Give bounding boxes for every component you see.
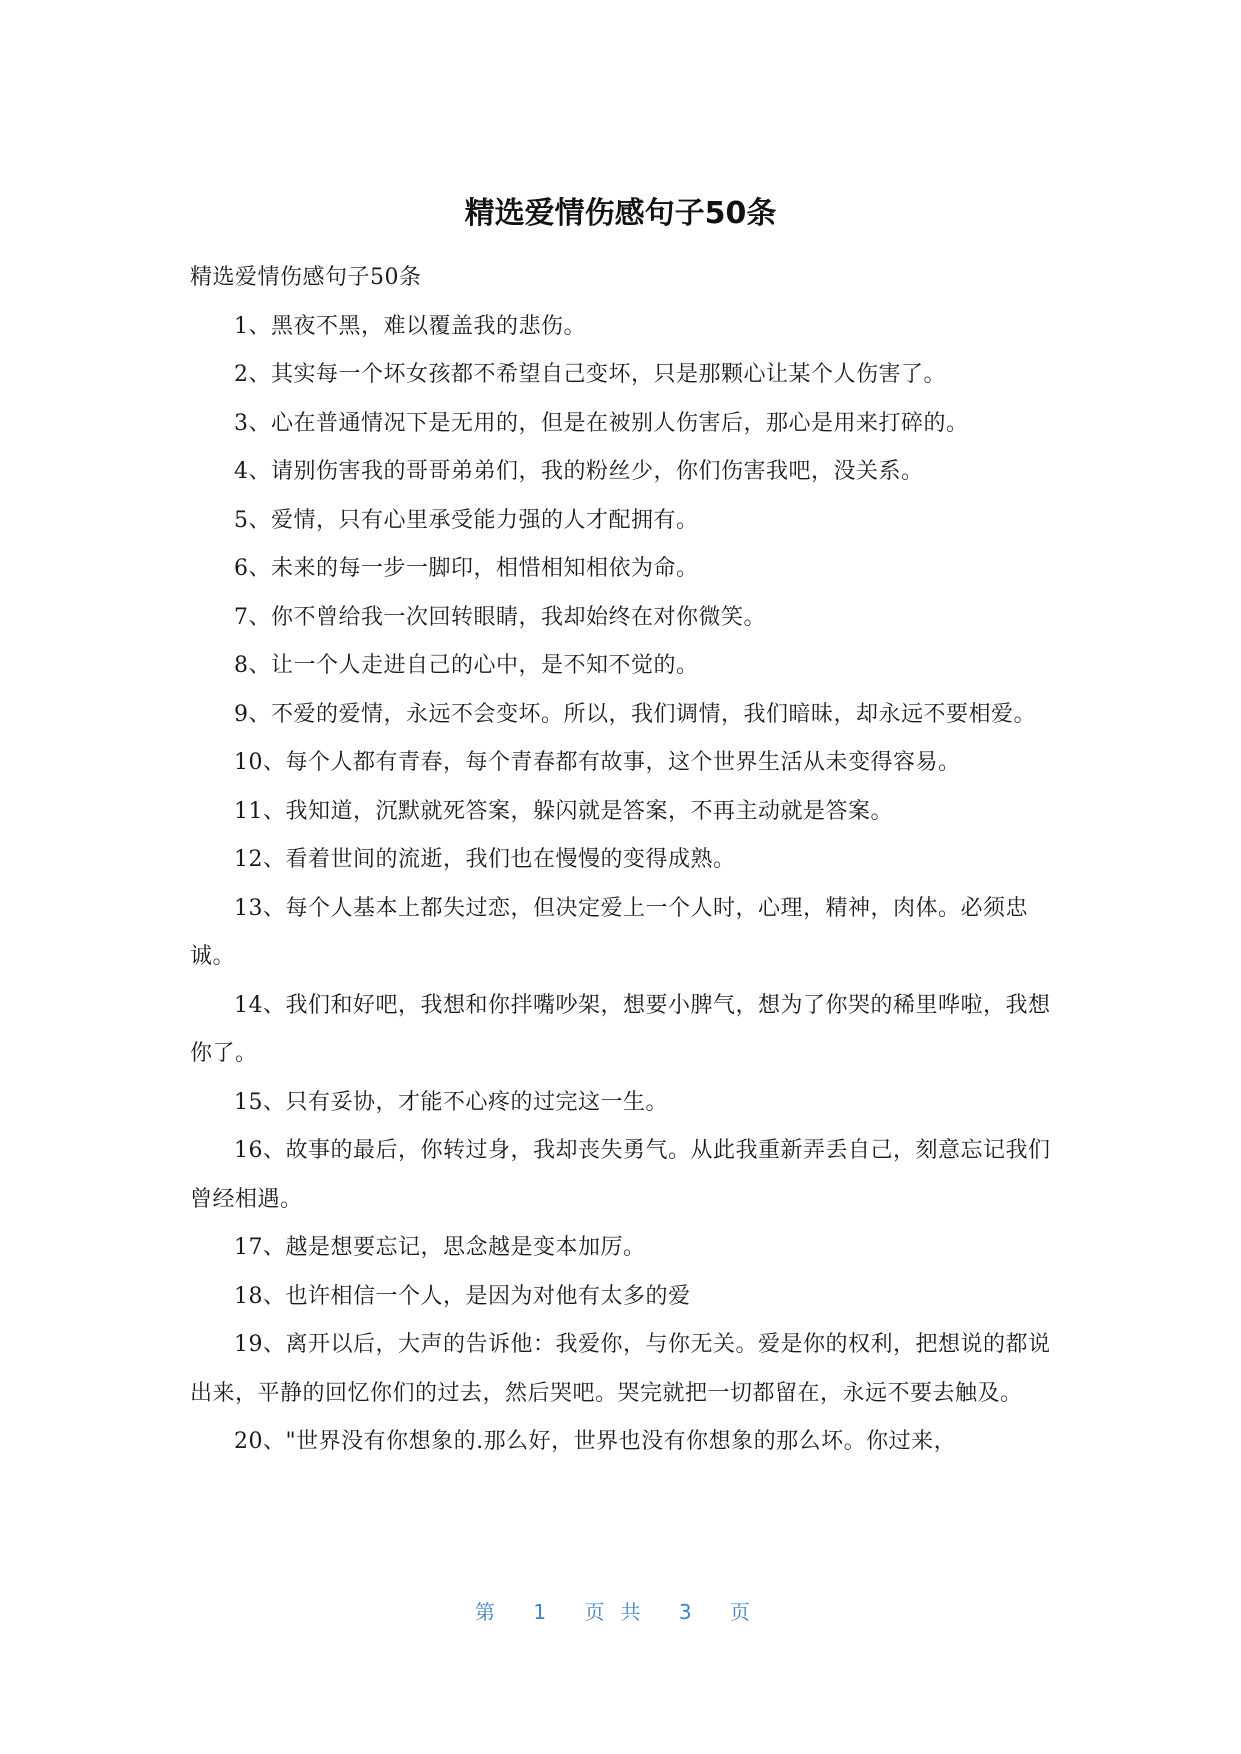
document-body <box>190 254 1060 1467</box>
list-item: 12、看着世间的流逝，我们也在慢慢的变得成熟。 <box>234 847 736 872</box>
list-item: 17、越是想要忘记，思念越是变本加厉。 <box>234 1235 646 1260</box>
list-item: 11、我知道，沉默就死答案，躲闪就是答案，不再主动就是答案。 <box>234 798 893 824</box>
list-item: 5、爱情，只有心里承受能力强的人才配拥有。 <box>234 507 699 533</box>
list-item: 10、每个人都有青春，每个青春都有故事，这个世界生活从未变得容易。 <box>234 750 961 775</box>
list-item: 6、未来的每一步一脚印，相惜相知相依为命。 <box>234 556 699 581</box>
list-item: 18、也许相信一个人，是因为对他有太多的爱 <box>234 1283 691 1309</box>
list-item: 13、每个人基本上都失过恋，但决定爱上一个人时，心理，精神，肉体。必须忠诚。 <box>190 895 1028 969</box>
list-item: 8、让一个人走进自己的心中，是不知不觉的。 <box>234 653 699 678</box>
list-item: 2、其实每一个坏女孩都不希望自己变坏，只是那颗心让某个人伤害了。 <box>234 362 946 387</box>
list-item: 15、只有妥协，才能不心疼的过完这一生。 <box>234 1089 668 1115</box>
list-item: 20、"世界没有你想象的.那么好，世界也没有你想象的那么坏。你过来， <box>234 1429 957 1454</box>
document-subtitle: 精选爱情伤感句子50条 <box>190 265 422 290</box>
list-item: 3、心在普通情况下是无用的，但是在被别人伤害后，那心是用来打碎的。 <box>234 410 969 436</box>
list-item: 14、我们和好吧，我想和你拌嘴吵架，想要小脾气，想为了你哭的稀里哗啦，我想你了。 <box>190 992 1051 1066</box>
list-item: 19、离开以后，大声的告诉他：我爱你，与你无关。爱是你的权利，把想说的都说出来，平静的回忆你们的过去，然后哭吧。哭完就把一切都留在，永远不要去触及。 <box>190 1332 1051 1406</box>
document-title: 精选爱情伤感句子50条 <box>464 196 777 231</box>
list-item: 7、你不曾给我一次回转眼睛，我却始终在对你微笑。 <box>234 604 766 630</box>
list-item: 9、不爱的爱情，永远不会变坏。所以，我们调情，我们暗昧，却永远不要相爱。 <box>234 701 1036 727</box>
page-number-footer: 第 1 页共 3 页 <box>475 1600 766 1624</box>
list-item: 16、故事的最后，你转过身，我却丧失勇气。从此我重新弄丢自己，刻意忘记我们曾经相遇。 <box>190 1138 1051 1212</box>
list-item: 1、黑夜不黑，难以覆盖我的悲伤。 <box>234 313 586 339</box>
list-item: 4、请别伤害我的哥哥弟弟们，我的粉丝少，你们伤害我吧，没关系。 <box>234 459 924 484</box>
